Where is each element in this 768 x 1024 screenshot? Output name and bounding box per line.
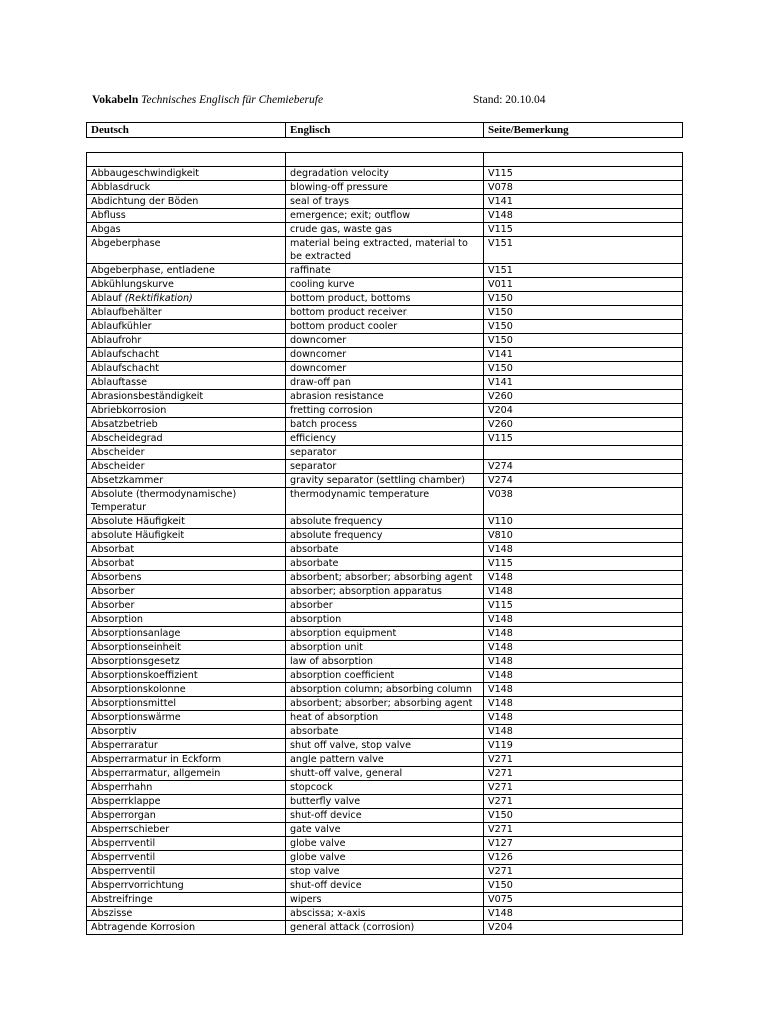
deutsch-term: Abgas xyxy=(91,224,121,235)
deutsch-cell xyxy=(87,515,286,529)
englisch-cell: absorbent; absorber; absorbing agent xyxy=(286,697,484,711)
seite-cell: V141 xyxy=(484,376,683,390)
seite-cell: V260 xyxy=(484,418,683,432)
table-row xyxy=(87,683,683,697)
englisch-cell: absorption xyxy=(286,613,484,627)
table-row xyxy=(87,167,683,181)
document-date: Stand: 20.10.04 xyxy=(473,94,546,106)
deutsch-cell xyxy=(87,921,286,935)
englisch-cell: angle pattern valve xyxy=(286,753,484,767)
seite-cell: V271 xyxy=(484,795,683,809)
deutsch-cell xyxy=(87,264,286,278)
table-row xyxy=(87,697,683,711)
table-row xyxy=(87,460,683,474)
seite-cell: V078 xyxy=(484,181,683,195)
englisch-cell: separator xyxy=(286,460,484,474)
englisch-cell: globe valve xyxy=(286,851,484,865)
englisch-cell: stopcock xyxy=(286,781,484,795)
englisch-cell: emergence; exit; outflow xyxy=(286,209,484,223)
deutsch-cell xyxy=(87,837,286,851)
deutsch-term: Abszisse xyxy=(91,908,133,919)
deutsch-cell xyxy=(87,809,286,823)
table-row xyxy=(87,529,683,543)
table-row xyxy=(87,320,683,334)
table-row xyxy=(87,893,683,907)
seite-cell: V110 xyxy=(484,515,683,529)
deutsch-cell xyxy=(87,529,286,543)
seite-cell: V127 xyxy=(484,837,683,851)
seite-cell: V148 xyxy=(484,571,683,585)
seite-cell: V204 xyxy=(484,404,683,418)
deutsch-term: Absolute Häufigkeit xyxy=(91,516,185,527)
englisch-cell: shut off valve, stop valve xyxy=(286,739,484,753)
deutsch-cell xyxy=(87,543,286,557)
deutsch-term: Absperraratur xyxy=(91,740,158,751)
englisch-cell: downcomer xyxy=(286,362,484,376)
table-row xyxy=(87,753,683,767)
seite-cell: V148 xyxy=(484,641,683,655)
table-row xyxy=(87,767,683,781)
englisch-cell: bottom product, bottoms xyxy=(286,292,484,306)
table-row xyxy=(87,404,683,418)
blank-cell xyxy=(87,153,286,167)
deutsch-term: Abgeberphase xyxy=(91,238,161,249)
deutsch-cell xyxy=(87,432,286,446)
englisch-cell: absorption column; absorbing column xyxy=(286,683,484,697)
deutsch-cell xyxy=(87,697,286,711)
table-row xyxy=(87,474,683,488)
table-row xyxy=(87,543,683,557)
englisch-cell: draw-off pan xyxy=(286,376,484,390)
deutsch-cell xyxy=(87,181,286,195)
deutsch-term: Absorptionsmittel xyxy=(91,698,177,709)
deutsch-term: Abriebkorrosion xyxy=(91,405,167,416)
deutsch-cell xyxy=(87,851,286,865)
deutsch-cell xyxy=(87,209,286,223)
deutsch-term-note: (Rektifikation) xyxy=(124,293,193,304)
deutsch-cell xyxy=(87,362,286,376)
englisch-cell: wipers xyxy=(286,893,484,907)
deutsch-term: Absorptiv xyxy=(91,726,137,737)
seite-cell: V150 xyxy=(484,809,683,823)
seite-cell: V151 xyxy=(484,264,683,278)
deutsch-cell xyxy=(87,557,286,571)
deutsch-cell xyxy=(87,446,286,460)
deutsch-cell xyxy=(87,725,286,739)
deutsch-term: Ablauftasse xyxy=(91,377,148,388)
deutsch-term: Abbaugeschwindigkeit xyxy=(91,168,200,179)
blank-cell xyxy=(484,153,683,167)
table-row xyxy=(87,237,683,264)
deutsch-cell xyxy=(87,641,286,655)
seite-cell: V271 xyxy=(484,767,683,781)
deutsch-cell xyxy=(87,195,286,209)
deutsch-cell xyxy=(87,320,286,334)
englisch-cell: absorption coefficient xyxy=(286,669,484,683)
table-row xyxy=(87,809,683,823)
englisch-cell: abrasion resistance xyxy=(286,390,484,404)
deutsch-cell xyxy=(87,348,286,362)
seite-cell: V148 xyxy=(484,209,683,223)
seite-cell: V151 xyxy=(484,237,683,264)
deutsch-cell xyxy=(87,474,286,488)
deutsch-cell xyxy=(87,404,286,418)
deutsch-cell xyxy=(87,418,286,432)
deutsch-term: Absorptionskoeffizient xyxy=(91,670,198,681)
blank-cell xyxy=(286,153,484,167)
seite-cell: V150 xyxy=(484,362,683,376)
blank-row xyxy=(87,153,683,167)
table-row xyxy=(87,711,683,725)
seite-cell: V810 xyxy=(484,529,683,543)
deutsch-term: Absorptionsanlage xyxy=(91,628,181,639)
englisch-cell: general attack (corrosion) xyxy=(286,921,484,935)
seite-cell: V038 xyxy=(484,488,683,515)
deutsch-term: Absorbens xyxy=(91,572,142,583)
table-row xyxy=(87,515,683,529)
deutsch-term: Abrasionsbeständigkeit xyxy=(91,391,204,402)
deutsch-cell xyxy=(87,823,286,837)
table-row xyxy=(87,921,683,935)
englisch-cell: globe valve xyxy=(286,837,484,851)
table-row xyxy=(87,278,683,292)
table-row xyxy=(87,376,683,390)
table-row xyxy=(87,837,683,851)
seite-cell: V148 xyxy=(484,585,683,599)
deutsch-term: Absperrhahn xyxy=(91,782,153,793)
table-row xyxy=(87,823,683,837)
table-row xyxy=(87,585,683,599)
deutsch-term: Abtragende Korrosion xyxy=(91,922,196,933)
englisch-cell: fretting corrosion xyxy=(286,404,484,418)
table-row xyxy=(87,390,683,404)
deutsch-term: Absperrventil xyxy=(91,866,156,877)
table-row xyxy=(87,739,683,753)
deutsch-cell xyxy=(87,390,286,404)
table-row xyxy=(87,181,683,195)
seite-cell: V141 xyxy=(484,348,683,362)
deutsch-term: Ablaufrohr xyxy=(91,335,142,346)
englisch-cell: abscissa; x-axis xyxy=(286,907,484,921)
seite-cell: V119 xyxy=(484,739,683,753)
seite-cell: V148 xyxy=(484,627,683,641)
englisch-cell: thermodynamic temperature xyxy=(286,488,484,515)
deutsch-term: Abstreifringe xyxy=(91,894,153,905)
seite-cell: V148 xyxy=(484,711,683,725)
vocabulary-table-body xyxy=(87,153,683,935)
table-row xyxy=(87,627,683,641)
deutsch-term: Absolute (thermodynamische) Temperatur xyxy=(91,489,237,513)
document-subtitle: Technisches Englisch für Chemieberufe xyxy=(141,94,324,106)
englisch-cell: gravity separator (settling chamber) xyxy=(286,474,484,488)
table-row xyxy=(87,348,683,362)
englisch-cell: absorbate xyxy=(286,725,484,739)
englisch-cell: absorber xyxy=(286,599,484,613)
seite-cell: V115 xyxy=(484,223,683,237)
table-row xyxy=(87,446,683,460)
deutsch-term: Absorptionskolonne xyxy=(91,684,186,695)
seite-cell: V075 xyxy=(484,893,683,907)
table-row xyxy=(87,418,683,432)
englisch-cell: absorbate xyxy=(286,543,484,557)
englisch-cell: material being extracted, material to be extracted xyxy=(286,237,484,264)
table-row xyxy=(87,613,683,627)
table-row xyxy=(87,907,683,921)
table-row xyxy=(87,195,683,209)
deutsch-term: Ablaufbehälter xyxy=(91,307,162,318)
deutsch-cell xyxy=(87,376,286,390)
englisch-cell: downcomer xyxy=(286,334,484,348)
englisch-cell: cooling kurve xyxy=(286,278,484,292)
table-row xyxy=(87,264,683,278)
seite-cell: V148 xyxy=(484,725,683,739)
table-row xyxy=(87,571,683,585)
deutsch-cell xyxy=(87,907,286,921)
seite-cell: V150 xyxy=(484,879,683,893)
englisch-cell: bottom product cooler xyxy=(286,320,484,334)
seite-cell: V271 xyxy=(484,823,683,837)
deutsch-term: Absatzbetrieb xyxy=(91,419,158,430)
seite-cell: V148 xyxy=(484,669,683,683)
deutsch-cell xyxy=(87,599,286,613)
table-row xyxy=(87,432,683,446)
seite-cell: V141 xyxy=(484,195,683,209)
deutsch-term: Absorber xyxy=(91,586,135,597)
table-row xyxy=(87,725,683,739)
deutsch-cell xyxy=(87,292,286,306)
seite-cell: V126 xyxy=(484,851,683,865)
deutsch-term: Absorptionswärme xyxy=(91,712,181,723)
englisch-cell: absorption unit xyxy=(286,641,484,655)
deutsch-cell xyxy=(87,460,286,474)
deutsch-term: Ablaufschacht xyxy=(91,349,160,360)
table-row xyxy=(87,669,683,683)
deutsch-cell xyxy=(87,571,286,585)
deutsch-cell xyxy=(87,334,286,348)
deutsch-term: absolute Häufigkeit xyxy=(91,530,185,541)
table-row xyxy=(87,641,683,655)
deutsch-cell xyxy=(87,669,286,683)
table-row xyxy=(87,209,683,223)
seite-cell: V150 xyxy=(484,306,683,320)
seite-cell: V260 xyxy=(484,390,683,404)
deutsch-cell xyxy=(87,781,286,795)
englisch-cell: absolute frequency xyxy=(286,515,484,529)
deutsch-term: Abgeberphase, entladene xyxy=(91,265,215,276)
englisch-cell: stop valve xyxy=(286,865,484,879)
table-row xyxy=(87,879,683,893)
deutsch-cell xyxy=(87,795,286,809)
deutsch-cell xyxy=(87,585,286,599)
deutsch-cell xyxy=(87,739,286,753)
englisch-cell: separator xyxy=(286,446,484,460)
seite-cell: V011 xyxy=(484,278,683,292)
table-row xyxy=(87,334,683,348)
englisch-cell: shut-off device xyxy=(286,809,484,823)
seite-cell: V115 xyxy=(484,599,683,613)
column-header-row xyxy=(87,123,683,138)
deutsch-cell xyxy=(87,711,286,725)
deutsch-term: Abscheider xyxy=(91,447,145,458)
seite-cell: V115 xyxy=(484,167,683,181)
table-row xyxy=(87,557,683,571)
seite-cell: V148 xyxy=(484,655,683,669)
deutsch-term: Absperrorgan xyxy=(91,810,156,821)
deutsch-cell xyxy=(87,627,286,641)
seite-cell: V150 xyxy=(484,334,683,348)
table-row xyxy=(87,865,683,879)
deutsch-cell xyxy=(87,237,286,264)
seite-cell: V204 xyxy=(484,921,683,935)
deutsch-term: Abscheider xyxy=(91,461,145,472)
deutsch-cell xyxy=(87,223,286,237)
deutsch-term: Absperrklappe xyxy=(91,796,161,807)
column-header-deutsch: Deutsch xyxy=(87,123,286,138)
seite-cell: V115 xyxy=(484,557,683,571)
seite-cell: V274 xyxy=(484,460,683,474)
englisch-cell: batch process xyxy=(286,418,484,432)
deutsch-cell xyxy=(87,488,286,515)
englisch-cell: absorption equipment xyxy=(286,627,484,641)
table-row xyxy=(87,292,683,306)
seite-cell: V148 xyxy=(484,613,683,627)
deutsch-term: Absperrventil xyxy=(91,852,156,863)
table-row xyxy=(87,655,683,669)
deutsch-term: Absorptionseinheit xyxy=(91,642,181,653)
column-header-table xyxy=(86,122,683,138)
deutsch-term: Absorbat xyxy=(91,558,135,569)
deutsch-cell xyxy=(87,767,286,781)
englisch-cell: absorbent; absorber; absorbing agent xyxy=(286,571,484,585)
table-row xyxy=(87,795,683,809)
englisch-cell: gate valve xyxy=(286,823,484,837)
seite-cell: V274 xyxy=(484,474,683,488)
seite-cell: V271 xyxy=(484,781,683,795)
deutsch-cell xyxy=(87,683,286,697)
englisch-cell: absorbate xyxy=(286,557,484,571)
englisch-cell: shutt-off valve, general xyxy=(286,767,484,781)
deutsch-term: Abfluss xyxy=(91,210,126,221)
seite-cell: V271 xyxy=(484,865,683,879)
deutsch-cell xyxy=(87,893,286,907)
deutsch-term: Absorber xyxy=(91,600,135,611)
deutsch-term: Absperrventil xyxy=(91,838,156,849)
englisch-cell: shut-off device xyxy=(286,879,484,893)
englisch-cell: efficiency xyxy=(286,432,484,446)
seite-cell: V150 xyxy=(484,292,683,306)
seite-cell: V148 xyxy=(484,543,683,557)
table-row xyxy=(87,223,683,237)
englisch-cell: heat of absorption xyxy=(286,711,484,725)
column-header-seite: Seite/Bemerkung xyxy=(484,123,683,138)
deutsch-term: Abscheidegrad xyxy=(91,433,163,444)
column-header-englisch: Englisch xyxy=(286,123,484,138)
table-row xyxy=(87,781,683,795)
englisch-cell: law of absorption xyxy=(286,655,484,669)
englisch-cell: butterfly valve xyxy=(286,795,484,809)
deutsch-term: Absorbat xyxy=(91,544,135,555)
document-title: Vokabeln xyxy=(92,94,139,106)
deutsch-cell xyxy=(87,865,286,879)
table-row xyxy=(87,488,683,515)
deutsch-term: Absperrarmatur, allgemein xyxy=(91,768,221,779)
deutsch-term: Ablaufschacht xyxy=(91,363,160,374)
deutsch-cell xyxy=(87,613,286,627)
seite-cell: V148 xyxy=(484,683,683,697)
deutsch-cell xyxy=(87,753,286,767)
englisch-cell: absolute frequency xyxy=(286,529,484,543)
deutsch-cell xyxy=(87,278,286,292)
document-header xyxy=(92,92,682,108)
table-row xyxy=(87,599,683,613)
englisch-cell: crude gas, waste gas xyxy=(286,223,484,237)
deutsch-term: Absorptionsgesetz xyxy=(91,656,180,667)
deutsch-term: Ablauf xyxy=(91,293,122,304)
deutsch-cell xyxy=(87,306,286,320)
vocabulary-table xyxy=(86,152,683,935)
deutsch-cell xyxy=(87,655,286,669)
seite-cell: V115 xyxy=(484,432,683,446)
deutsch-term: Abblasdruck xyxy=(91,182,151,193)
englisch-cell: raffinate xyxy=(286,264,484,278)
englisch-cell: degradation velocity xyxy=(286,167,484,181)
seite-cell: V150 xyxy=(484,320,683,334)
englisch-cell: absorber; absorption apparatus xyxy=(286,585,484,599)
deutsch-term: Absetzkammer xyxy=(91,475,164,486)
deutsch-term: Absorption xyxy=(91,614,143,625)
deutsch-cell xyxy=(87,879,286,893)
deutsch-term: Abkühlungskurve xyxy=(91,279,174,290)
englisch-cell: seal of trays xyxy=(286,195,484,209)
table-row xyxy=(87,851,683,865)
deutsch-term: Absperrschieber xyxy=(91,824,170,835)
englisch-cell: bottom product receiver xyxy=(286,306,484,320)
deutsch-term: Abdichtung der Böden xyxy=(91,196,199,207)
seite-cell xyxy=(484,446,683,460)
englisch-cell: blowing-off pressure xyxy=(286,181,484,195)
deutsch-term: Absperrarmatur in Eckform xyxy=(91,754,222,765)
seite-cell: V148 xyxy=(484,907,683,921)
seite-cell: V148 xyxy=(484,697,683,711)
deutsch-term: Ablaufkühler xyxy=(91,321,152,332)
deutsch-cell xyxy=(87,167,286,181)
deutsch-term: Absperrvorrichtung xyxy=(91,880,184,891)
table-row xyxy=(87,306,683,320)
englisch-cell: downcomer xyxy=(286,348,484,362)
table-row xyxy=(87,362,683,376)
seite-cell: V271 xyxy=(484,753,683,767)
